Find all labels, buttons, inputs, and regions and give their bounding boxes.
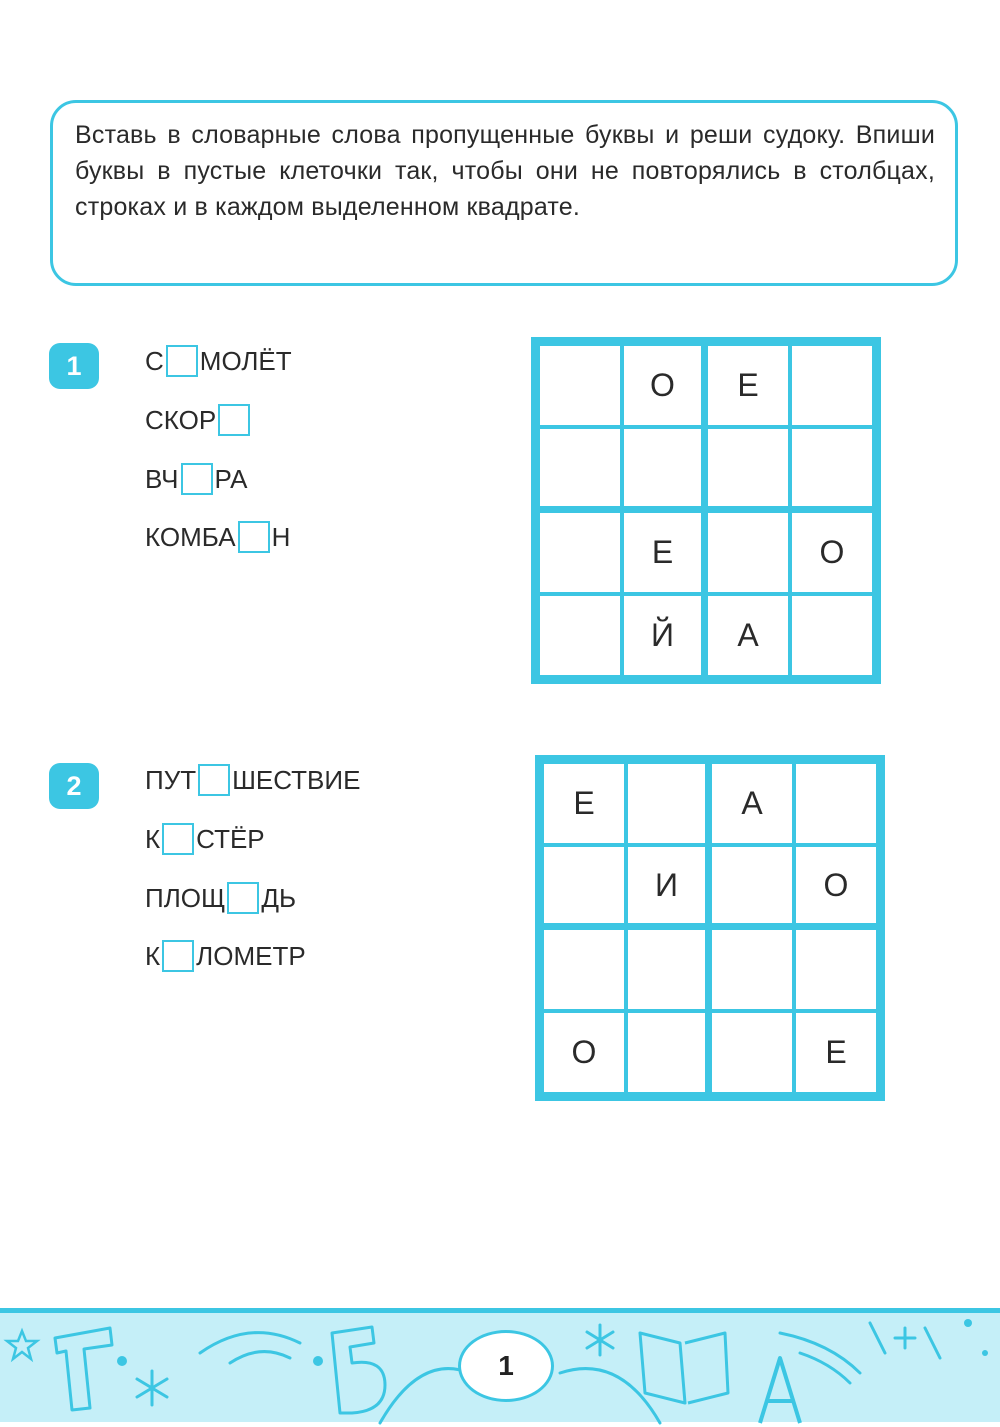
sudoku-cell: О: [622, 344, 706, 427]
sudoku-cell: О: [542, 1011, 626, 1094]
exercise-1-word-1: С МОЛЁТ: [145, 345, 292, 376]
exercise-1-word-3: ВЧ РА: [145, 463, 248, 494]
letter-b-icon: [332, 1327, 385, 1413]
sudoku-cell[interactable]: [538, 511, 622, 594]
sudoku-cell[interactable]: [622, 427, 706, 510]
page-number: 1: [458, 1330, 554, 1402]
sudoku-grid-1: [531, 337, 881, 684]
star-icon: [7, 1331, 37, 1359]
blank-box[interactable]: [198, 764, 230, 796]
sudoku-cell: Е: [622, 511, 706, 594]
exercise-1-word-4: КОМБА Н: [145, 521, 291, 552]
letter-g-icon: [55, 1328, 112, 1410]
sudoku-cell: Е: [794, 1011, 878, 1094]
blank-box[interactable]: [166, 345, 198, 377]
sudoku-cell[interactable]: [710, 1011, 794, 1094]
sudoku-cell[interactable]: [538, 344, 622, 427]
sudoku-cell[interactable]: [710, 845, 794, 928]
blank-box[interactable]: [162, 823, 194, 855]
instructions-box: [50, 100, 958, 286]
snowflake-icon: [587, 1325, 613, 1355]
sudoku-cell[interactable]: [794, 762, 878, 845]
sudoku-cell: А: [710, 762, 794, 845]
sudoku-cell[interactable]: [538, 427, 622, 510]
sudoku-cell[interactable]: [542, 928, 626, 1011]
sudoku-cell: О: [790, 511, 874, 594]
sudoku-cell[interactable]: [706, 427, 790, 510]
exercise-2-word-1: ПУТ ШЕСТВИЕ: [145, 764, 361, 795]
exercise-1-badge: 1: [49, 343, 99, 389]
sudoku-grid-2: [535, 755, 885, 1101]
exercise-2-word-3: ПЛОЩ ДЬ: [145, 882, 297, 913]
sudoku-cell[interactable]: [790, 427, 874, 510]
book-icon: [640, 1333, 728, 1403]
sudoku-cell: И: [626, 845, 710, 928]
plus-icon: [870, 1323, 940, 1358]
blank-box[interactable]: [181, 463, 213, 495]
instructions-text: Вставь в словарные слова пропущенные буквы и реши судоку. Впиши буквы в пустые клеточки так, чтобы они не повторялись в столбцах, строках и в каждом выделенном квадрате.: [75, 121, 935, 221]
sudoku-cell[interactable]: [790, 594, 874, 677]
sudoku-cell[interactable]: [542, 845, 626, 928]
sudoku-cell[interactable]: [790, 344, 874, 427]
exercise-2-badge: 2: [49, 763, 99, 809]
sudoku-cell: О: [794, 845, 878, 928]
sudoku-cell[interactable]: [626, 1011, 710, 1094]
sudoku-cell[interactable]: [538, 594, 622, 677]
sudoku-cell: Е: [542, 762, 626, 845]
exercise-1-word-2: СКОР: [145, 402, 252, 438]
blank-box[interactable]: [218, 404, 250, 436]
blank-box[interactable]: [162, 940, 194, 972]
exercise-2-word-2: К СТЁР: [145, 823, 265, 854]
letter-a-icon: [760, 1358, 800, 1423]
sudoku-cell[interactable]: [710, 928, 794, 1011]
blank-box[interactable]: [238, 521, 270, 553]
exercise-2-word-4: К ЛОМЕТР: [145, 940, 306, 971]
snowflake-icon: [137, 1371, 167, 1405]
sudoku-cell: А: [706, 594, 790, 677]
blank-box[interactable]: [227, 882, 259, 914]
sudoku-cell[interactable]: [706, 511, 790, 594]
sudoku-cell[interactable]: [626, 928, 710, 1011]
sudoku-cell[interactable]: [626, 762, 710, 845]
sudoku-cell: Й: [622, 594, 706, 677]
sudoku-cell: Е: [706, 344, 790, 427]
sudoku-cell[interactable]: [794, 928, 878, 1011]
